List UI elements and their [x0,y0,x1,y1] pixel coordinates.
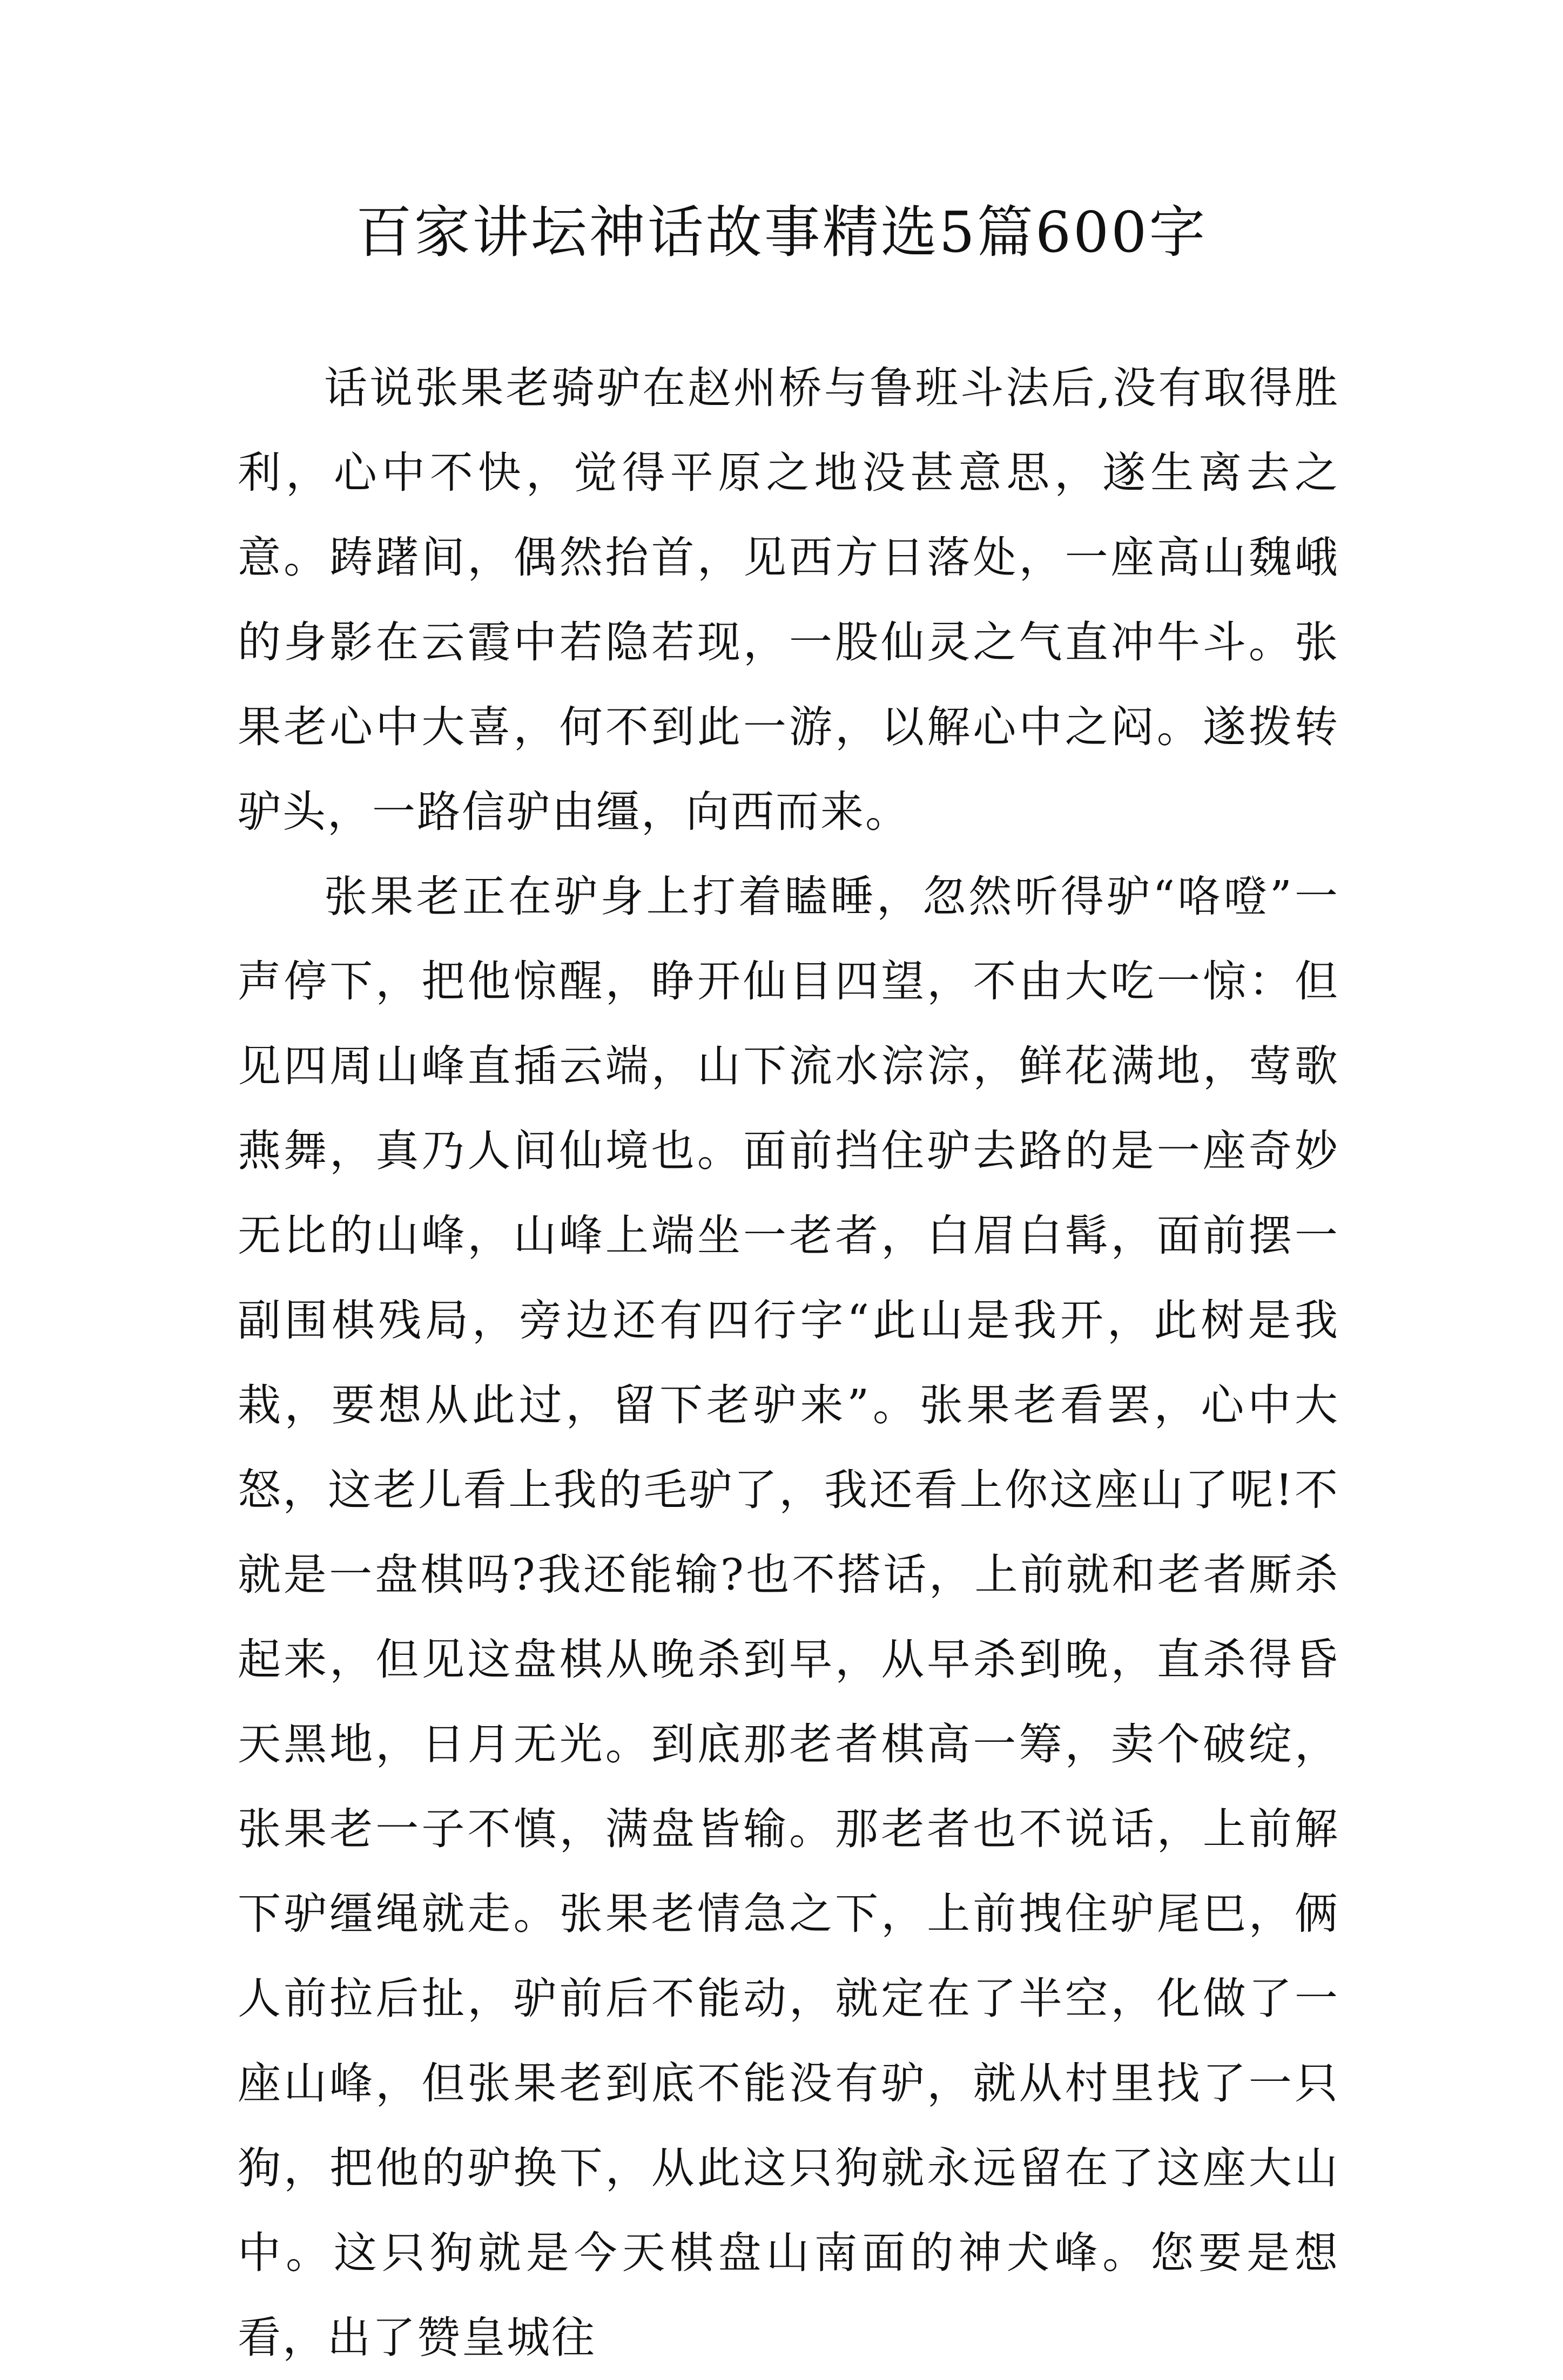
document-body [238,346,1339,2380]
document-title: 百家讲坛神话故事精选5篇600字 [355,199,1208,265]
paragraph: 张果老正在驴身上打着瞌睡，忽然听得驴“咯噔”一声停下，把他惊醒，睁开仙目四望，不由大吃一惊：但见四周山峰直插云端，山下流水淙淙，鲜花满地，莺歌燕舞，真乃人间仙境也。面前挡住驴去路的是一座奇妙无比的山峰，山峰上端坐一老者，白眉白髯，面前摆一副围棋残局，旁边还有四行字“此山是我开，此树是我栽，要想从此过，留下老驴来”。张果老看罢，心中大怒，这老儿看上我的毛驴了，我还看上你这座山了呢!不就是一盘棋吗?我还能输?也不搭话，上前就和老者厮杀起来，但见这盘棋从晚杀到早，从早杀到晚，直杀得昏天黑地，日月无光。到底那老者棋高一筹，卖个破绽，张果老一子不慎，满盘皆输。那老者也不说话，上前解下驴缰绳就走。张果老情急之下，上前拽住驴尾巴，俩人前拉后扯，驴前后不能动，就定在了半空，化做了一座山峰，但张果老到底不能没有驴，就从村里找了一只狗，把他的驴换下，从此这只狗就永远留在了这座大山中。这只狗就是今天棋盘山南面的神犬峰。您要是想看，出了赞皇城往 [238,871,1339,2363]
paragraph: 话说张果老骑驴在赵州桥与鲁班斗法后,没有取得胜利，心中不快，觉得平原之地没甚意思，遂生离去之意。踌躇间，偶然抬首，见西方日落处，一座高山魏峨的身影在云霞中若隐若现，一股仙灵之气直冲牛斗。张果老心中大喜，何不到此一游，以解心中之闷。遂拨转驴头，一路信驴由缰，向西而来。 [238,363,1339,837]
